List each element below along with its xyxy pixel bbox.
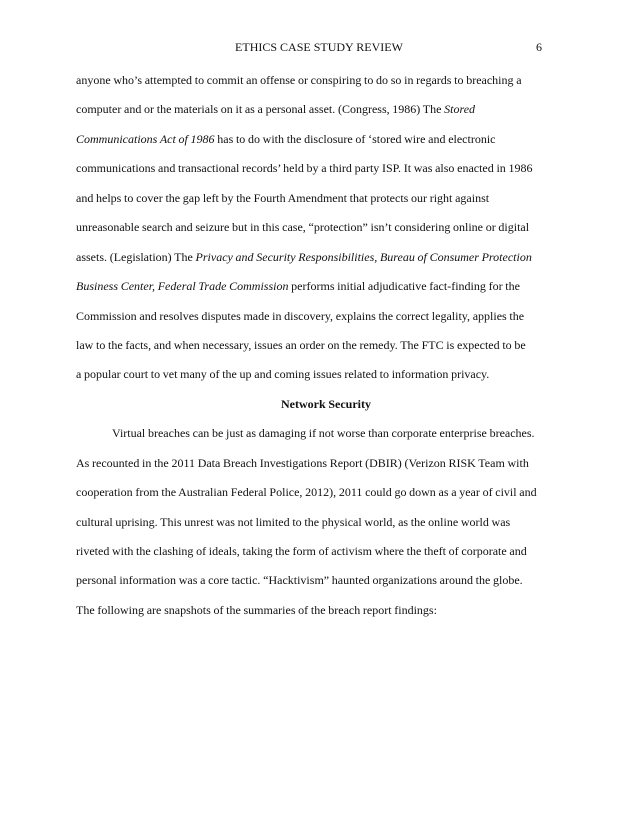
text-run: personal information was a core tactic. “Hacktivism” haunted organizations around the globe. — [76, 573, 523, 588]
italic-citation: Privacy and Security Responsibilities, Bureau of Consumer Protection — [195, 249, 532, 264]
running-head — [0, 39, 638, 55]
paragraph-line — [76, 513, 576, 542]
text-run: assets. (Legislation) The — [76, 249, 196, 264]
paragraph-line — [76, 365, 576, 394]
paragraph-line — [76, 159, 576, 188]
text-run: and helps to cover the gap left by the Fourth Amendment that protects our right against — [76, 190, 490, 205]
text-run: The following are snapshots of the summaries of the breach report findings: — [76, 602, 437, 617]
paragraph-line — [76, 100, 576, 129]
italic-citation: Business Center, Federal Trade Commission — [76, 279, 289, 294]
paragraph-line — [76, 218, 576, 247]
paragraph-line — [76, 483, 576, 512]
paragraph-line — [76, 542, 576, 571]
paragraph-line — [76, 307, 576, 336]
body-text — [76, 71, 576, 630]
paragraph-line — [76, 601, 576, 630]
paragraph-line — [76, 71, 576, 100]
text-run: performs initial adjudicative fact-finding for the — [288, 279, 520, 294]
paragraph-line — [76, 248, 576, 277]
text-run: communications and transactional records’ held by a third party ISP. It was also enacted in 1986 — [76, 161, 533, 176]
text-run: anyone who’s attempted to commit an offense or conspiring to do so in regards to breaching a — [76, 73, 522, 87]
text-run: cooperation from the Australian Federal Police, 2012), 2011 could go down as a year of civil and — [76, 485, 537, 500]
paragraph-line — [76, 130, 576, 159]
running-head-title: ETHICS CASE STUDY REVIEW — [235, 40, 403, 54]
section-heading: Network Security — [280, 396, 371, 411]
text-run: law to the facts, and when necessary, issues an order on the remedy. The FTC is expected to be — [76, 337, 526, 352]
paragraph-line — [76, 336, 576, 365]
text-run: riveted with the clashing of ideals, taking the form of activism where the theft of corporate and — [76, 544, 527, 558]
text-run: Commission and resolves disputes made in discovery, explains the correct legality, applies the — [76, 308, 525, 323]
paragraph-line — [76, 424, 576, 453]
text-run: cultural uprising. This unrest was not limited to the physical world, as the online world was — [76, 514, 511, 529]
text-run: computer and or the materials on it as a personal asset. (Congress, 1986) The — [76, 102, 445, 117]
paragraph-line — [76, 277, 576, 306]
paragraph-line — [76, 189, 576, 218]
text-run: has to do with the disclosure of ‘stored wire and electronic — [214, 131, 496, 146]
text-run: Virtual breaches can be just as damaging if not worse than corporate enterprise breaches. — [112, 426, 535, 441]
page-number: 6 — [536, 40, 542, 54]
italic-citation: Communications Act of 1986 — [76, 131, 215, 146]
paragraph-line — [76, 454, 576, 483]
text-run: unreasonable search and seizure but in this case, “protection” isn’t considering online or digital — [76, 220, 530, 235]
italic-citation: Stored — [444, 102, 476, 117]
text-run: a popular court to vet many of the up and coming issues related to information privacy. — [76, 367, 490, 382]
text-run: As recounted in the 2011 Data Breach Investigations Report (DBIR) (Verizon RISK Team with — [76, 455, 529, 470]
paragraph-line — [76, 571, 576, 600]
